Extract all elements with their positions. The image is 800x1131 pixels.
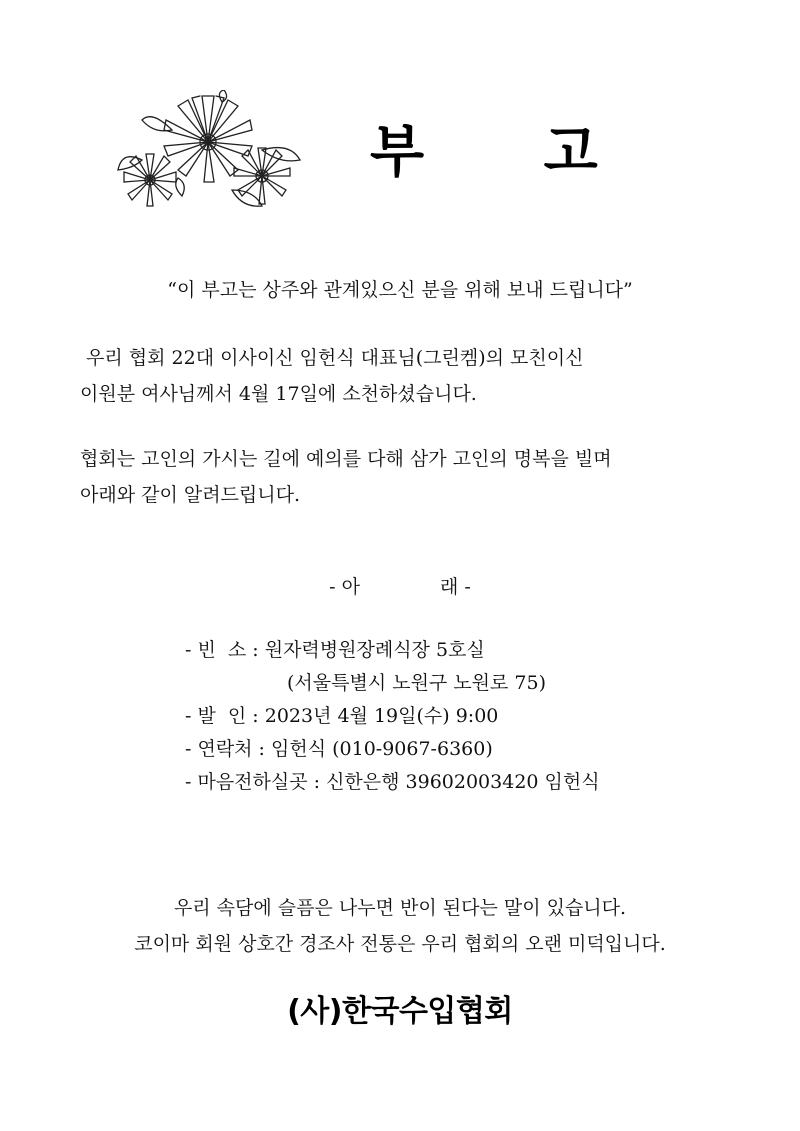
- detail-account: - 마음전하실곳 : 신한은행 39602003420 임헌식: [185, 771, 600, 793]
- funeral-details: [185, 634, 600, 799]
- closing-line: 우리 속담에 슬픔은 나누면 반이 된다는 말이 있습니다.: [173, 897, 627, 919]
- subtitle-quote: “이 부고는 상주와 관계있으신 분을 위해 보내 드립니다”: [167, 279, 633, 301]
- notice-heading-left: - 아: [329, 576, 360, 598]
- notice-paragraph: [80, 441, 740, 513]
- detail-contact: - 연락처 : 임헌식 (010-9067-6360): [185, 738, 493, 760]
- chrysanthemum-icon: [112, 90, 308, 212]
- notice-heading-right: 래 -: [440, 576, 471, 598]
- announcement-paragraph: [80, 340, 740, 412]
- organization-name: (사)한국수입협회: [287, 994, 513, 1029]
- closing-message: [0, 890, 800, 962]
- notice-line: 아래와 같이 알려드립니다.: [80, 484, 301, 506]
- notice-heading: [0, 572, 800, 599]
- announcement-line: 이원분 여사님께서 4월 17일에 소천하셨습니다.: [80, 383, 477, 405]
- closing-line: 코이마 회원 상호간 경조사 전통은 우리 협회의 오랜 미덕입니다.: [134, 933, 666, 955]
- page-title: 부 고: [370, 120, 648, 185]
- detail-address: (서울특별시 노원구 노원로 75): [287, 672, 547, 694]
- detail-place: - 빈 소 : 원자력병원장례식장 5호실: [185, 639, 485, 661]
- notice-line: 협회는 고인의 가시는 길에 예의를 다해 삼가 고인의 명복을 빌며: [80, 448, 612, 470]
- detail-departure: - 발 인 : 2023년 4월 19일(수) 9:00: [185, 705, 499, 727]
- announcement-line: 우리 협회 22대 이사이신 임헌식 대표님(그린켐)의 모친이신: [80, 347, 584, 369]
